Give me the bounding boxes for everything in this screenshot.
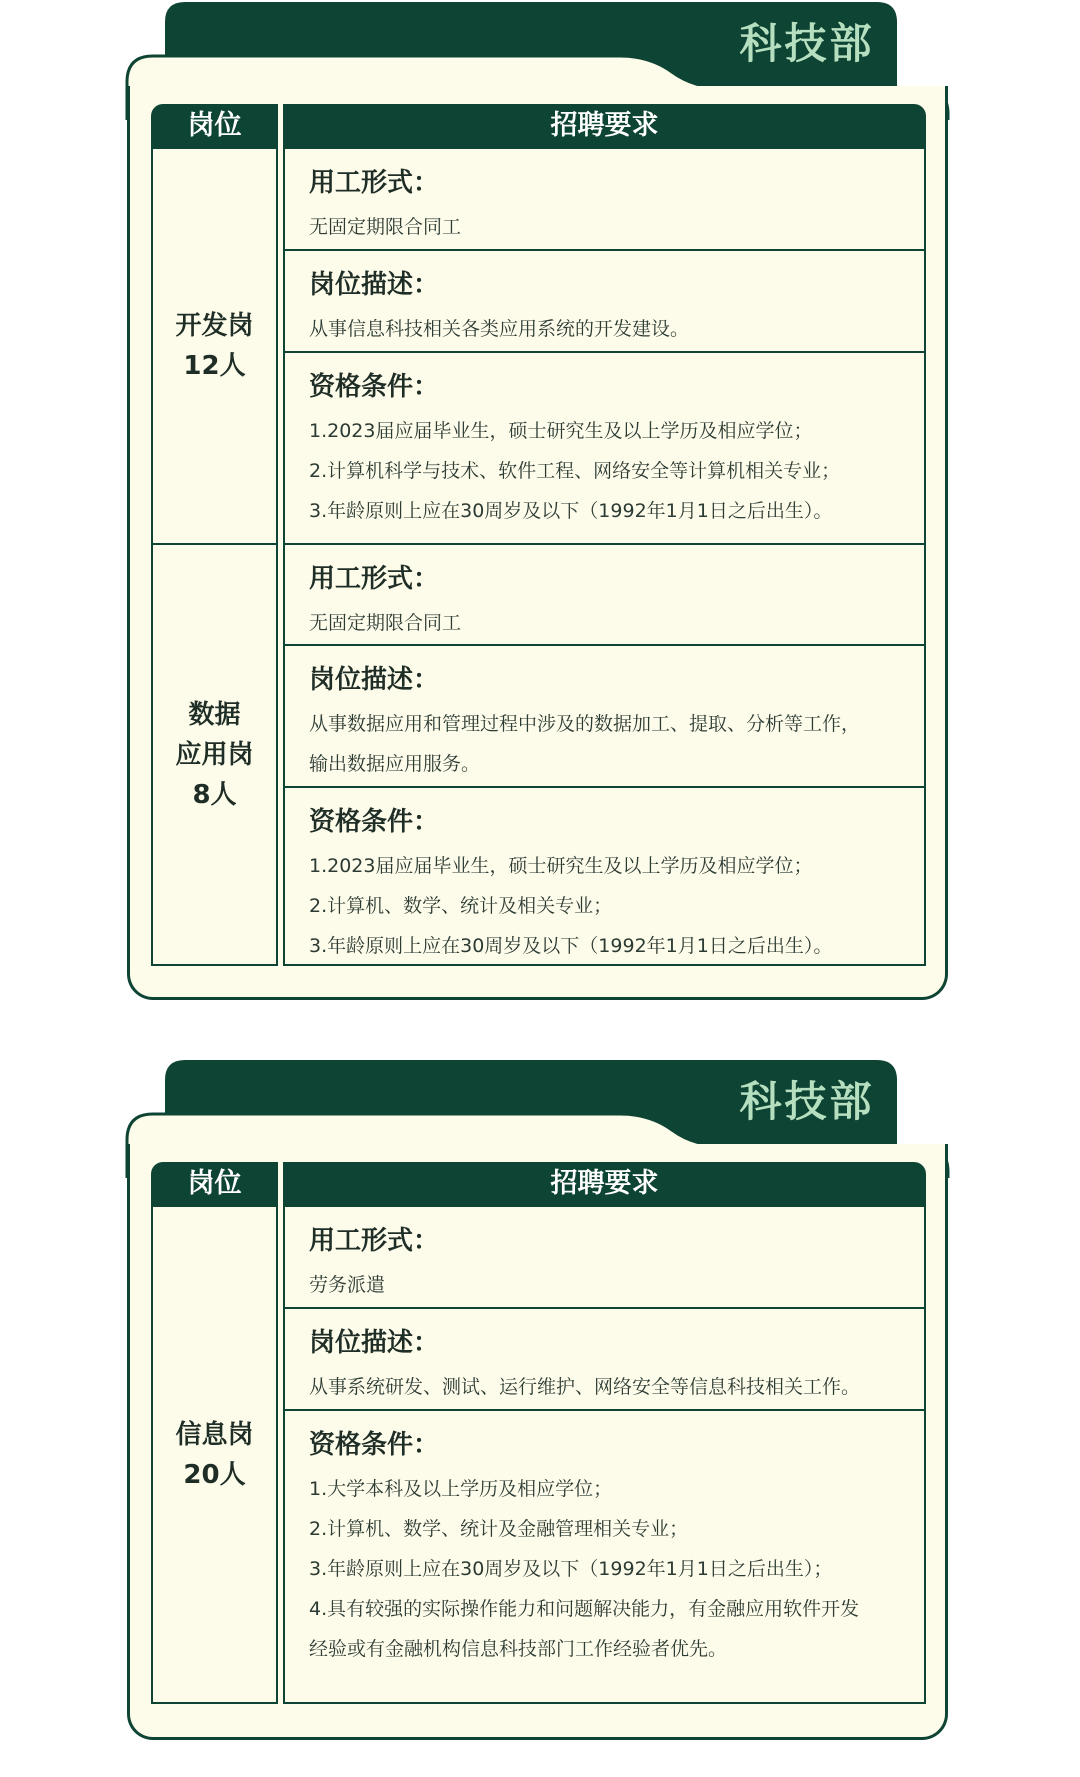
header-position: 岗位 [151,104,278,147]
section-line: 2.计算机、数学、统计及金融管理相关专业； [309,1518,689,1540]
requirement-section [283,644,926,788]
job-headcount: 20人 [183,1459,246,1490]
section-title: 资格条件： [309,372,440,402]
section-line: 从事数据应用和管理过程中涉及的数据加工、提取、分析等工作， [309,713,861,735]
job-name-cell [151,1205,278,1704]
section-line: 输出数据应用服务。 [309,753,481,775]
section-line: 经验或有金融机构信息科技部门工作经验者优先。 [309,1638,728,1660]
requirement-section [283,249,926,353]
header-position: 岗位 [151,1162,278,1205]
section-title: 岗位描述： [309,1328,440,1358]
section-title: 用工形式： [309,1226,440,1256]
section-title: 用工形式： [309,564,440,594]
requirement-section [283,786,926,966]
requirement-section [283,1307,926,1411]
requirement-section [283,351,926,545]
section-line: 无固定期限合同工 [309,216,462,238]
section-title: 岗位描述： [309,665,440,695]
section-line: 劳务派遣 [309,1274,386,1296]
requirement-section [283,543,926,646]
requirement-section [283,1409,926,1704]
job-name: 数据 [188,699,241,730]
job-name-cell [151,543,278,966]
section-line: 4.具有较强的实际操作能力和问题解决能力，有金融应用软件开发 [309,1598,860,1620]
job-name: 开发岗 [175,311,254,341]
section-title: 资格条件： [309,807,440,837]
header-requirements: 招聘要求 [283,104,926,147]
section-line: 3.年龄原则上应在30周岁及以下（1992年1月1日之后出生）。 [309,500,833,522]
section-line: 1.2023届应届毕业生，硕士研究生及以上学历及相应学位； [309,855,813,877]
section-title: 资格条件： [309,1430,440,1460]
section-line: 1.2023届应届毕业生，硕士研究生及以上学历及相应学位； [309,420,813,442]
section-line: 3.年龄原则上应在30周岁及以下（1992年1月1日之后出生）； [309,1558,833,1580]
department-title: 科技部 [739,19,875,68]
job-name-cell [151,147,278,545]
section-line: 从事系统研发、测试、运行维护、网络安全等信息科技相关工作。 [309,1376,861,1398]
job-headcount: 12人 [183,351,246,381]
section-line: 1.大学本科及以上学历及相应学位； [309,1478,613,1500]
section-title: 用工形式： [309,168,440,198]
section-line: 无固定期限合同工 [309,612,462,634]
requirement-section [283,1205,926,1309]
recruitment-card [0,1058,1080,1748]
header-requirements: 招聘要求 [283,1162,926,1205]
section-title: 岗位描述： [309,270,440,300]
job-name: 信息岗 [175,1419,254,1450]
section-line: 从事信息科技相关各类应用系统的开发建设。 [309,318,690,340]
section-line: 2.计算机、数学、统计及相关专业； [309,895,613,917]
requirement-section [283,147,926,251]
job-name: 应用岗 [175,739,254,770]
section-line: 2.计算机科学与技术、软件工程、网络安全等计算机相关专业； [309,460,841,482]
section-line: 3.年龄原则上应在30周岁及以下（1992年1月1日之后出生）。 [309,935,833,957]
job-headcount: 8人 [192,779,237,810]
department-title: 科技部 [739,1077,875,1126]
